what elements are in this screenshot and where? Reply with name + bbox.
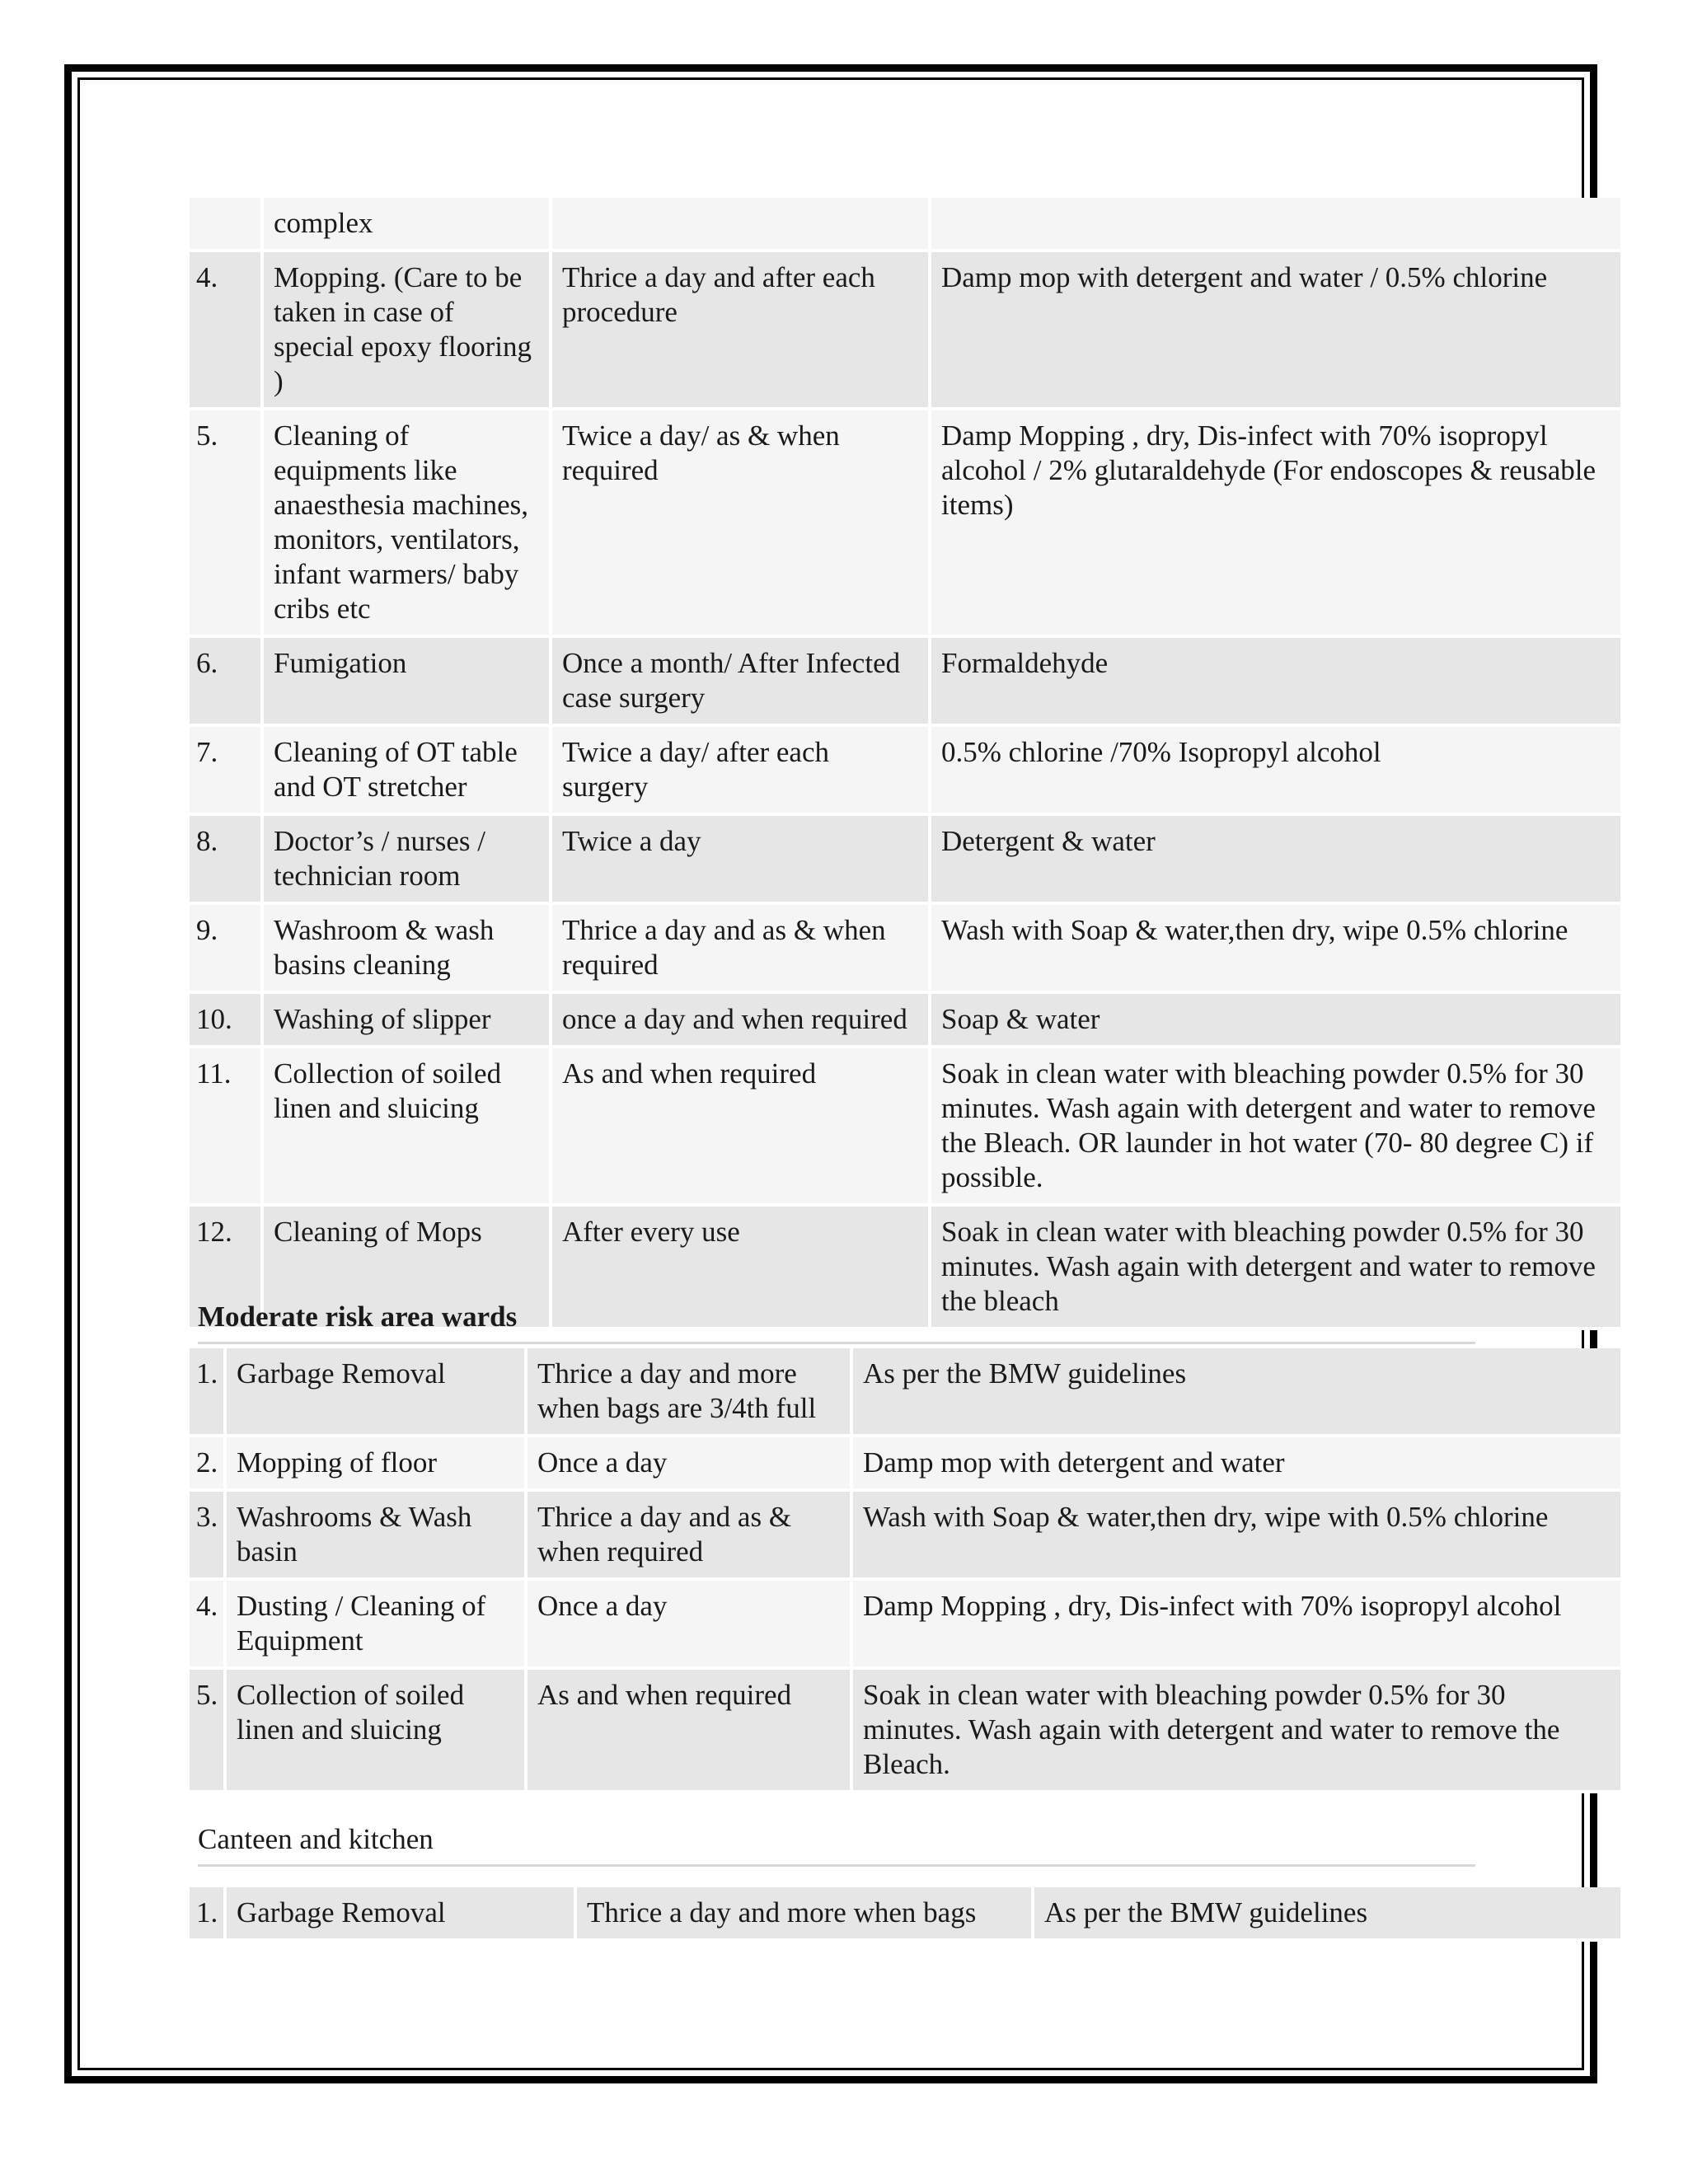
row-number: 2. — [190, 1437, 227, 1492]
moderate-risk-heading: Moderate risk area wards — [198, 1301, 518, 1333]
row-number: 11. — [190, 1048, 264, 1207]
method-cell: Damp Mopping , dry, Dis-infect with 70% isopropyl alcohol — [853, 1581, 1624, 1670]
table-row — [190, 816, 1624, 905]
row-number: 7. — [190, 727, 264, 816]
frequency-cell: Thrice a day and more when bags are 3/4th full — [528, 1348, 853, 1437]
table-row — [190, 1887, 1624, 1942]
area-cell: Garbage Removal — [227, 1887, 577, 1942]
canteen-table-section — [190, 1887, 1624, 1942]
area-cell: Washroom & wash basins cleaning — [264, 905, 552, 994]
area-cell: Collection of soiled linen and sluicing — [227, 1670, 528, 1793]
frequency-cell: Twice a day/ as & when required — [552, 410, 931, 638]
frequency-cell: Thrice a day and as & when required — [528, 1492, 853, 1581]
frequency-cell: Thrice a day and after each procedure — [552, 252, 931, 410]
method-cell: As per the BMW guidelines — [1034, 1887, 1624, 1942]
row-number: 4. — [190, 252, 264, 410]
method-cell: As per the BMW guidelines — [853, 1348, 1624, 1437]
method-cell: Soak in clean water with bleaching powder 0.5% for 30 minutes. Wash again with detergent and water to remove the Bleach. OR launder in hot water (70- 80 degree C) if possible. — [931, 1048, 1624, 1207]
canteen-heading: Canteen and kitchen — [198, 1823, 434, 1855]
row-number: 1. — [190, 1348, 227, 1437]
table-row — [190, 905, 1624, 994]
table-row — [190, 410, 1624, 638]
frequency-cell: Once a day — [528, 1581, 853, 1670]
table-row — [190, 1348, 1624, 1437]
method-cell: Wash with Soap & water,then dry, wipe 0.5% chlorine — [931, 905, 1624, 994]
row-number: 4. — [190, 1581, 227, 1670]
row-number: 9. — [190, 905, 264, 994]
section-divider — [198, 1864, 1475, 1867]
area-cell: Fumigation — [264, 638, 552, 727]
area-cell: Doctor’s / nurses / technician room — [264, 816, 552, 905]
frequency-cell: Thrice a day and as & when required — [552, 905, 931, 994]
area-cell: Garbage Removal — [227, 1348, 528, 1437]
table-row — [190, 727, 1624, 816]
row-number: 3. — [190, 1492, 227, 1581]
area-cell: Cleaning of Mops — [264, 1207, 552, 1330]
frequency-cell: Twice a day — [552, 816, 931, 905]
table-row — [190, 1048, 1624, 1207]
row-number: 5. — [190, 1670, 227, 1793]
method-cell: Soak in clean water with bleaching powder 0.5% for 30 minutes. Wash again with detergent and water to remove the Bleach. — [853, 1670, 1624, 1793]
table-row — [190, 994, 1624, 1048]
row-number: 8. — [190, 816, 264, 905]
frequency-cell: Once a month/ After Infected case surgery — [552, 638, 931, 727]
table-row — [190, 1437, 1624, 1492]
area-cell: Washing of slipper — [264, 994, 552, 1048]
row-number: 12. — [190, 1207, 264, 1330]
frequency-cell: Thrice a day and more when bags — [577, 1887, 1034, 1942]
area-cell: Mopping of floor — [227, 1437, 528, 1492]
row-number: 1. — [190, 1887, 227, 1942]
row-number — [190, 198, 264, 252]
table-row — [190, 638, 1624, 727]
area-cell: Washrooms & Wash basin — [227, 1492, 528, 1581]
moderate-risk-table — [190, 1348, 1624, 1793]
frequency-cell: After every use — [552, 1207, 931, 1330]
table-row — [190, 252, 1624, 410]
frequency-cell: As and when required — [528, 1670, 853, 1793]
high-risk-table-section — [190, 198, 1624, 1330]
table-row — [190, 198, 1624, 252]
method-cell: Wash with Soap & water,then dry, wipe with 0.5% chlorine — [853, 1492, 1624, 1581]
canteen-table — [190, 1887, 1624, 1942]
method-cell: 0.5% chlorine /70% Isopropyl alcohol — [931, 727, 1624, 816]
method-cell: Formaldehyde — [931, 638, 1624, 727]
area-cell: complex — [264, 198, 552, 252]
method-cell: Damp mop with detergent and water / 0.5% chlorine — [931, 252, 1624, 410]
frequency-cell — [552, 198, 931, 252]
row-number: 5. — [190, 410, 264, 638]
frequency-cell: As and when required — [552, 1048, 931, 1207]
method-cell: Damp mop with detergent and water — [853, 1437, 1624, 1492]
table-row — [190, 1581, 1624, 1670]
table-row — [190, 1492, 1624, 1581]
section-divider — [198, 1342, 1475, 1344]
area-cell: Cleaning of OT table and OT stretcher — [264, 727, 552, 816]
area-cell: Dusting / Cleaning of Equipment — [227, 1581, 528, 1670]
method-cell: Detergent & water — [931, 816, 1624, 905]
table-row — [190, 1670, 1624, 1793]
frequency-cell: Twice a day/ after each surgery — [552, 727, 931, 816]
method-cell — [931, 198, 1624, 252]
method-cell: Soap & water — [931, 994, 1624, 1048]
moderate-risk-table-section — [190, 1348, 1624, 1793]
area-cell: Mopping. (Care to be taken in case of special epoxy flooring ) — [264, 252, 552, 410]
row-number: 10. — [190, 994, 264, 1048]
method-cell: Damp Mopping , dry, Dis-infect with 70% isopropyl alcohol / 2% glutaraldehyde (For endoscopes & reusable items) — [931, 410, 1624, 638]
row-number: 6. — [190, 638, 264, 727]
area-cell: Collection of soiled linen and sluicing — [264, 1048, 552, 1207]
frequency-cell: once a day and when required — [552, 994, 931, 1048]
area-cell: Cleaning of equipments like anaesthesia machines, monitors, ventilators, infant warmers/ baby cribs etc — [264, 410, 552, 638]
method-cell: Soak in clean water with bleaching powder 0.5% for 30 minutes. Wash again with detergent and water to remove the bleach — [931, 1207, 1624, 1330]
frequency-cell: Once a day — [528, 1437, 853, 1492]
high-risk-table — [190, 198, 1624, 1330]
